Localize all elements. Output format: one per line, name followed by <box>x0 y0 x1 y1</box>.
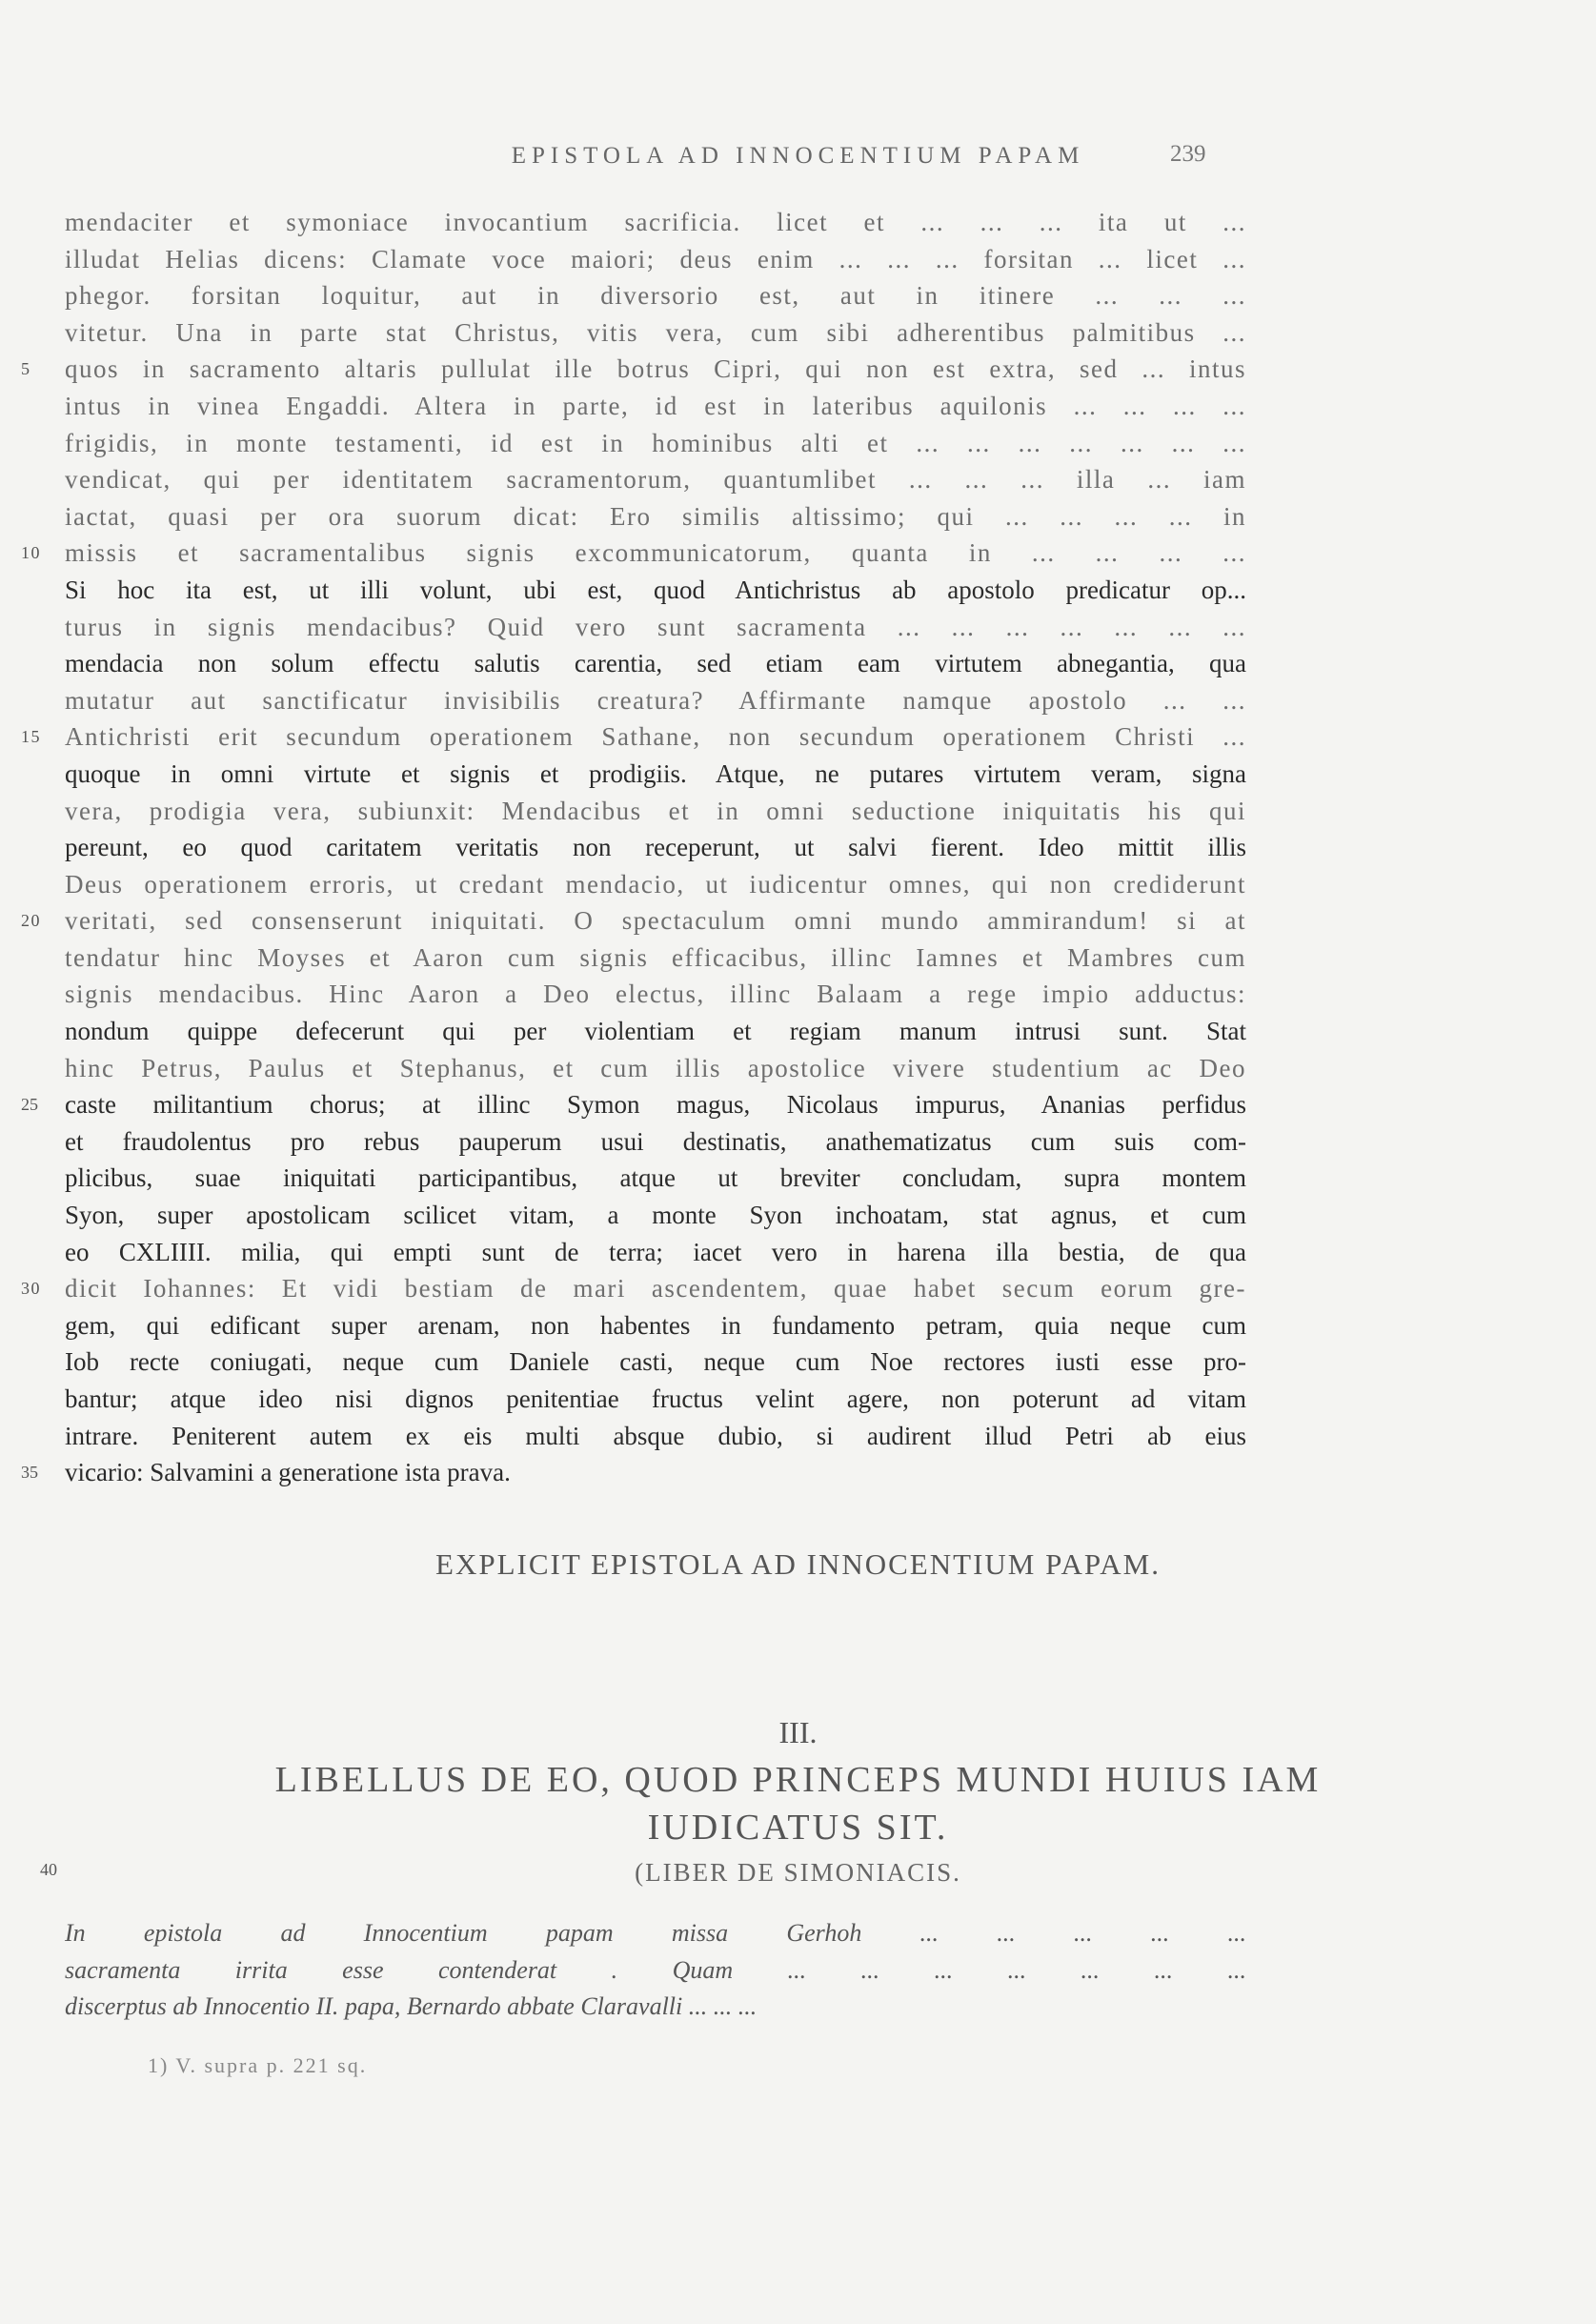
line-text: frigidis, in monte testamenti, id est in hominibus alti et ... ... ... ... ... ... ... <box>65 428 1246 457</box>
text-line <box>65 645 1246 682</box>
line-text: vera, prodigia vera, subiunxit: Mendacibus et in omni seductione iniquitatis his qui <box>65 796 1246 825</box>
line-text: turus in signis mendacibus? Quid vero sunt sacramenta ... ... ... ... ... ... ... <box>65 612 1246 641</box>
text-line <box>65 1160 1246 1197</box>
line-text: pereunt, eo quod caritatem veritatis non receperunt, ut salvi fierent. Ideo mittit illis <box>65 833 1246 862</box>
text-line <box>21 1270 1246 1307</box>
line-text: vicario: Salvamini a generatione ista prava. <box>65 1458 511 1487</box>
line-text: illudat Helias dicens: Clamate voce maiori; deus enim ... ... ... forsitan ... licet ... <box>65 244 1246 273</box>
line-text: gem, qui edificant super arenam, non habentes in fundamento petram, quia neque cum <box>65 1310 1246 1340</box>
text-line <box>65 241 1246 278</box>
text-line <box>65 314 1246 352</box>
text-line <box>65 1123 1246 1161</box>
line-text: plicibus, suae iniquitati participantibus, atque ut breviter concludam, supra montem <box>65 1163 1246 1193</box>
line-number: 15 <box>21 727 41 747</box>
text-line <box>21 351 1246 388</box>
text-line <box>65 1234 1246 1271</box>
line-number: 20 <box>21 911 41 931</box>
subtitle-line-number: 40 <box>40 1860 57 1879</box>
line-text: quos in sacramento altaris pullulat ille botrus Cipri, qui non est extra, sed ... intus <box>65 354 1246 384</box>
line-text: vendicat, qui per identitatem sacramentorum, quantumlibet ... ... ... illa ... iam <box>65 465 1246 495</box>
line-text: missis et sacramentalibus signis excommunicatorum, quanta in ... ... ... ... <box>65 538 1246 568</box>
line-text: intrare. Peniterent autem ex eis multi absque dubio, si audirent illud Petri ab eius <box>65 1421 1246 1450</box>
libellus-title-line-2: IUDICATUS SIT. <box>647 1808 949 1848</box>
intro-line: sacramenta irrita esse contenderat . Quam ... ... ... ... ... ... ... <box>65 1955 1246 1984</box>
text-line <box>65 866 1246 903</box>
text-line <box>65 793 1246 830</box>
line-text: hinc Petrus, Paulus et Stephanus, et cum illis apostolice vivere studentium ac Deo <box>65 1053 1246 1082</box>
line-text: mutatur aut sanctificatur invisibilis creatura? Affirmante namque apostolo ... ... <box>65 685 1246 715</box>
subtitle: (LIBER DE SIMONIACIS. <box>635 1858 961 1887</box>
line-text: mendaciter et symoniace invocantium sacrificia. licet et ... ... ... ita ut ... <box>65 208 1246 236</box>
line-text: Si hoc ita est, ut illi volunt, ubi est, quod Antichristus ab apostolo predicatur op... <box>65 575 1246 604</box>
page-number: 239 <box>1170 141 1206 167</box>
line-number: 10 <box>21 543 41 563</box>
line-text: Deus operationem erroris, ut credant mendacio, ut iudicentur omnes, qui non crediderunt <box>65 869 1246 899</box>
section-number: III. <box>778 1715 818 1749</box>
line-text: veritati, sed consenserunt iniquitati. O spectaculum omni mundo ammirandum! si at <box>65 906 1246 936</box>
line-text: intus in vinea Engaddi. Altera in parte, id est in lateribus aquilonis ... ... ... ... <box>65 391 1246 420</box>
line-text: quoque in omni virtute et signis et prodigiis. Atque, ne putares virtutem veram, signa <box>65 758 1246 788</box>
line-text: tendatur hinc Moyses et Aaron cum signis efficacibus, illinc Iamnes et Mambres cum <box>65 942 1246 972</box>
text-line <box>21 1454 1246 1491</box>
text-line <box>65 1013 1246 1050</box>
running-head: EPISTOLA AD INNOCENTIUM PAPAM <box>511 143 1085 169</box>
text-line <box>65 976 1246 1013</box>
intro-line: In epistola ad Innocentium papam missa Gerhoh ... ... ... ... ... <box>65 1919 1246 1947</box>
text-line <box>65 1050 1246 1087</box>
text-line <box>65 940 1246 977</box>
footnote: 1) V. supra p. 221 sq. <box>148 2053 368 2077</box>
text-line <box>65 1344 1246 1381</box>
text-line <box>65 756 1246 793</box>
explicit-heading: EXPLICIT EPISTOLA AD INNOCENTIUM PAPAM. <box>435 1547 1161 1581</box>
text-line <box>65 498 1246 536</box>
text-line <box>65 1307 1246 1344</box>
line-text: signis mendacibus. Hinc Aaron a Deo electus, illinc Balaam a rege impio adductus: <box>65 980 1246 1009</box>
main-text-block <box>21 204 1246 1491</box>
text-line <box>65 425 1246 462</box>
line-text: iactat, quasi per ora suorum dicat: Ero similis altissimo; qui ... ... ... ... in <box>65 501 1246 531</box>
text-line <box>21 902 1246 940</box>
line-number: 30 <box>21 1279 41 1299</box>
line-text: et fraudolentus pro rebus pauperum usui destinatis, anathematizatus cum suis com- <box>65 1126 1246 1156</box>
line-text: dicit Iohannes: Et vidi bestiam de mari ascendentem, quae habet secum eorum gre- <box>65 1274 1246 1303</box>
text-line <box>65 204 1246 241</box>
text-line <box>65 461 1246 498</box>
line-text: bantur; atque ideo nisi dignos penitentiae fructus velint agere, non poterunt ad vitam <box>65 1384 1246 1413</box>
line-text: Syon, super apostolicam scilicet vitam, a monte Syon inchoatam, stat agnus, et cum <box>65 1201 1246 1230</box>
line-number: 35 <box>21 1463 38 1483</box>
libellus-title <box>0 1756 1596 1851</box>
line-text: Antichristi erit secundum operationem Sathane, non secundum operationem Christi ... <box>65 722 1246 752</box>
line-text: mendacia non solum effectu salutis carentia, sed etiam eam virtutem abnegantia, qua <box>65 649 1246 678</box>
intro-line: discerptus ab Innocentio II. papa, Bernardo abbate Claravalli ... ... ... <box>65 1992 758 2021</box>
line-text: eo CXLIIII. milia, qui empti sunt de terra; iacet vero in harena illa bestia, de qua <box>65 1237 1246 1266</box>
line-text: vitetur. Una in parte stat Christus, vitis vera, cum sibi adherentibus palmitibus ... <box>65 317 1246 347</box>
text-line <box>21 535 1246 572</box>
text-line <box>65 277 1246 314</box>
line-number: 25 <box>21 1095 38 1115</box>
line-number: 5 <box>21 359 31 379</box>
text-line <box>65 829 1246 866</box>
line-text: caste militantium chorus; at illinc Symon magus, Nicolaus impurus, Ananias perfidus <box>65 1090 1246 1120</box>
line-text: phegor. forsitan loquitur, aut in diversorio est, aut in itinere ... ... ... <box>65 281 1246 311</box>
libellus-title-line-1: LIBELLUS DE EO, QUOD PRINCEPS MUNDI HUIUS IAM <box>274 1760 1322 1800</box>
text-line <box>65 572 1246 609</box>
text-line <box>65 1381 1246 1418</box>
text-line <box>65 388 1246 425</box>
line-text: Iob recte coniugati, neque cum Daniele casti, neque cum Noe rectores iusti esse pro- <box>65 1347 1246 1377</box>
text-line <box>21 718 1246 756</box>
line-text: nondum quippe defecerunt qui per violentiam et regiam manum intrusi sunt. Stat <box>65 1017 1246 1046</box>
text-line <box>65 1197 1246 1234</box>
text-line <box>65 682 1246 719</box>
text-line <box>65 1418 1246 1455</box>
text-line <box>65 609 1246 646</box>
text-line <box>21 1086 1246 1123</box>
intro-text-block <box>65 1915 1246 2026</box>
